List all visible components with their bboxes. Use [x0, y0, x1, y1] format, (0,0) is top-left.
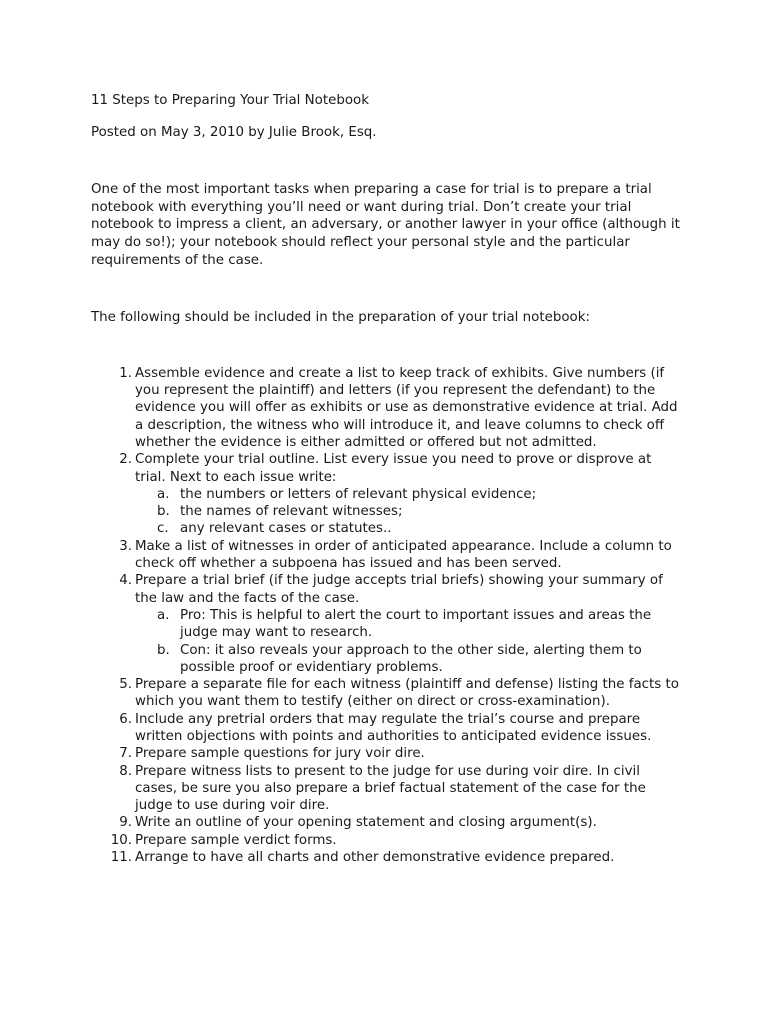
step-number: 8. — [119, 763, 132, 779]
intro-paragraph: One of the most important tasks when preparing a case for trial is to prepare a trial notebook with everything you’ll need or want during trial. Don’t create your trial notebook to impress a client, an adversary, or another lawyer in your office (although it may do so!); your notebook should reflect your personal style and the particular requirements of the case. — [91, 182, 680, 268]
sub-list-item — [135, 607, 681, 642]
step-number: 4. — [119, 573, 132, 589]
sub-list-item — [135, 520, 681, 537]
sub-letter: a. — [157, 486, 170, 502]
step-text: Prepare sample questions for jury voir dire. — [135, 746, 425, 762]
step-number: 10. — [110, 832, 132, 848]
posted-byline: Posted on May 3, 2010 by Julie Brook, Esq. — [91, 124, 377, 140]
step-text: Write an outline of your opening statement and closing argument(s). — [135, 815, 597, 831]
sub-letter: b. — [157, 504, 170, 520]
step-text: Complete your trial outline. List every issue you need to prove or disprove at trial. Next to each issue write: — [135, 452, 652, 485]
sub-list-item — [135, 642, 681, 677]
step-text: Prepare a separate file for each witness (plaintiff and defense) listing the facts to which you want them to testify (either on direct or cross-examination). — [135, 677, 679, 710]
step-number: 3. — [119, 538, 132, 554]
step-text: Include any pretrial orders that may regulate the trial’s course and prepare written objections with points and authorities to anticipated evidence issues. — [135, 711, 652, 744]
sub-list-item — [135, 486, 681, 503]
step-text: Prepare a trial brief (if the judge accepts trial briefs) showing your summary of the law and the facts of the case. — [135, 573, 663, 606]
step-number: 5. — [119, 677, 132, 693]
list-item — [91, 849, 681, 866]
step-number: 2. — [119, 452, 132, 468]
sub-text: Pro: This is helpful to alert the court to important issues and areas the judge may want to research. — [180, 607, 652, 641]
step-number: 1. — [119, 365, 132, 381]
step-number: 9. — [119, 815, 132, 831]
sub-list-item — [135, 503, 681, 520]
step-text: Prepare sample verdict forms. — [135, 832, 337, 848]
list-item — [91, 538, 681, 573]
list-item — [91, 763, 681, 815]
sub-list — [135, 486, 681, 538]
list-item — [91, 451, 681, 537]
list-item — [91, 814, 681, 831]
step-number: 7. — [119, 746, 132, 762]
sub-text: the numbers or letters of relevant physical evidence; — [180, 486, 537, 502]
sub-text: any relevant cases or statutes.. — [180, 521, 392, 537]
list-item — [91, 572, 681, 676]
sub-letter: c. — [157, 521, 169, 537]
sub-letter: a. — [157, 607, 170, 623]
step-text: Prepare witness lists to present to the judge for use during voir dire. In civil cases, be sure you also prepare a brief factual statement of the case for the judge to use during voir dire. — [135, 763, 646, 814]
step-number: 6. — [119, 711, 132, 727]
sub-list — [135, 607, 681, 676]
document-body — [91, 92, 681, 866]
step-number: 11. — [110, 850, 132, 866]
list-item — [91, 711, 681, 746]
lead-paragraph: The following should be included in the preparation of your trial notebook: — [91, 310, 590, 326]
document-title: 11 Steps to Preparing Your Trial Notebook — [91, 93, 369, 108]
list-item — [91, 745, 681, 762]
step-text: Arrange to have all charts and other demonstrative evidence prepared. — [135, 850, 615, 866]
steps-list — [91, 365, 681, 867]
sub-letter: b. — [157, 642, 170, 658]
step-text: Assemble evidence and create a list to keep track of exhibits. Give numbers (if you represent the plaintiff) and letters (if you represent the defendant) to the evidence you will offer as exhibits or use as demonstrative evidence at trial. Add a description, the witness who will introduce it, and leave columns to check off whether the evidence is either admitted or offered but not admitted. — [135, 365, 678, 450]
sub-text: the names of relevant witnesses; — [180, 504, 403, 520]
list-item — [91, 365, 681, 451]
list-item — [91, 832, 681, 849]
step-text: Make a list of witnesses in order of anticipated appearance. Include a column to check off whether a subpoena has issued and has been served. — [135, 538, 672, 572]
list-item — [91, 676, 681, 711]
sub-text: Con: it also reveals your approach to the other side, alerting them to possible proof or evidentiary problems. — [180, 642, 642, 675]
